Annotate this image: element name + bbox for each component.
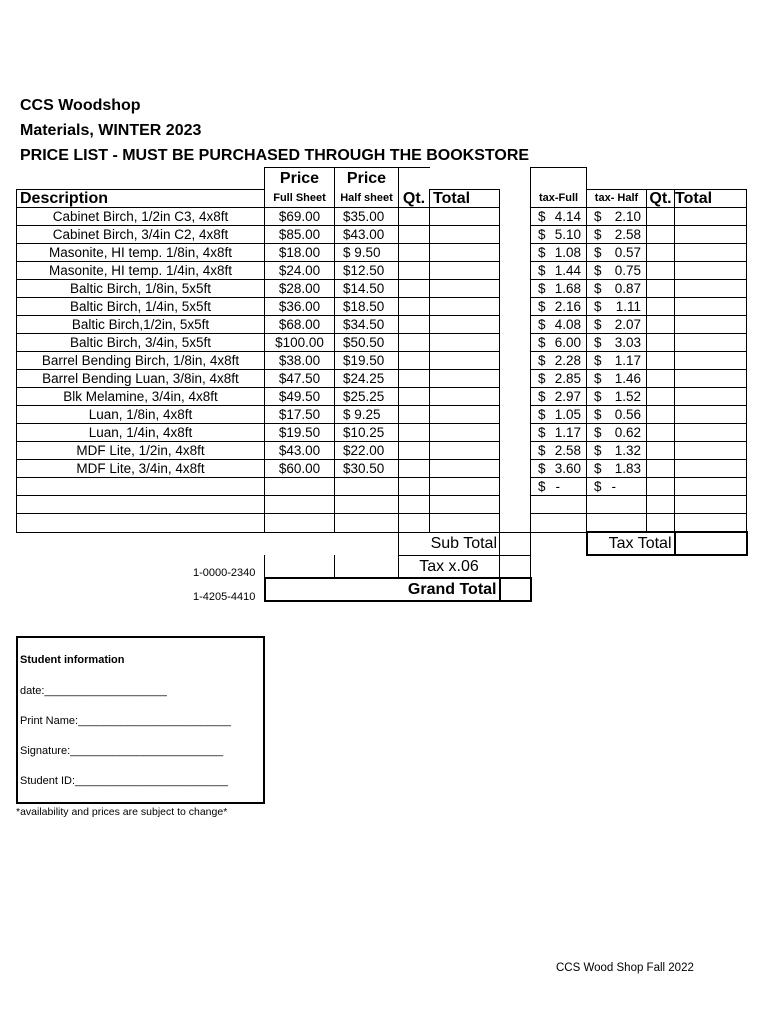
item-qty-full[interactable] bbox=[399, 496, 430, 514]
item-qty-full[interactable] bbox=[399, 316, 430, 334]
gap-cell bbox=[500, 244, 531, 262]
gap-cell bbox=[500, 298, 531, 316]
tax-amount: 6.00 bbox=[554, 335, 581, 350]
tax-amount: 1.05 bbox=[554, 407, 581, 422]
item-tax-full bbox=[531, 208, 587, 226]
item-total-half[interactable] bbox=[675, 406, 747, 424]
currency-symbol: $ bbox=[538, 335, 546, 350]
table-row bbox=[17, 478, 747, 496]
item-description: Baltic Birch, 3/4in, 5x5ft bbox=[17, 334, 265, 352]
table-row bbox=[17, 334, 747, 352]
item-qty-full[interactable] bbox=[399, 244, 430, 262]
gap-cell bbox=[500, 460, 531, 478]
currency-symbol: $ bbox=[538, 479, 546, 494]
item-tax-full bbox=[531, 442, 587, 460]
gap-cell bbox=[500, 514, 531, 533]
item-tax-half bbox=[587, 226, 647, 244]
table-row bbox=[17, 262, 747, 280]
item-tax-full bbox=[531, 298, 587, 316]
item-description: Cabinet Birch, 1/2in C3, 4x8ft bbox=[17, 208, 265, 226]
item-total-half[interactable] bbox=[675, 262, 747, 280]
table-row bbox=[17, 442, 747, 460]
item-half-price bbox=[335, 478, 399, 496]
currency-symbol: $ bbox=[594, 299, 602, 314]
item-tax-half bbox=[587, 244, 647, 262]
item-qty-full[interactable] bbox=[399, 406, 430, 424]
grand-total-label: Grand Total bbox=[265, 578, 500, 601]
item-full-price: $43.00 bbox=[265, 442, 335, 460]
item-full-price: $19.50 bbox=[265, 424, 335, 442]
item-full-price: $47.50 bbox=[265, 370, 335, 388]
half-sheet-header: Half sheet bbox=[335, 190, 399, 208]
tax-amount: 2.16 bbox=[554, 299, 581, 314]
tax-amount: 3.03 bbox=[614, 335, 641, 350]
tax-amount: 2.85 bbox=[554, 371, 581, 386]
currency-symbol: $ bbox=[594, 263, 602, 278]
item-full-price: $24.00 bbox=[265, 262, 335, 280]
item-full-price bbox=[265, 496, 335, 514]
item-full-price: $60.00 bbox=[265, 460, 335, 478]
item-total-half[interactable] bbox=[675, 478, 747, 496]
currency-symbol: $ bbox=[538, 209, 546, 224]
item-qty-full[interactable] bbox=[399, 262, 430, 280]
tax-amount: 0.57 bbox=[614, 245, 641, 260]
gap-cell bbox=[500, 388, 531, 406]
item-half-price bbox=[335, 496, 399, 514]
item-total-full[interactable] bbox=[430, 226, 500, 244]
item-full-price: $38.00 bbox=[265, 352, 335, 370]
currency-symbol: $ bbox=[538, 371, 546, 386]
item-half-price: $22.00 bbox=[335, 442, 399, 460]
item-description bbox=[17, 496, 265, 514]
item-tax-half bbox=[587, 316, 647, 334]
tax-amount: 5.10 bbox=[554, 227, 581, 242]
item-description: Barrel Bending Birch, 1/8in, 4x8ft bbox=[17, 352, 265, 370]
item-full-price: $68.00 bbox=[265, 316, 335, 334]
item-qty-half[interactable] bbox=[647, 316, 675, 334]
item-qty-full[interactable] bbox=[399, 226, 430, 244]
item-description bbox=[17, 478, 265, 496]
item-total-half[interactable] bbox=[675, 442, 747, 460]
item-qty-half[interactable] bbox=[647, 514, 675, 533]
table-row bbox=[17, 496, 747, 514]
tax-amount: 2.07 bbox=[614, 317, 641, 332]
tax-amount: 2.58 bbox=[554, 443, 581, 458]
item-total-full[interactable] bbox=[430, 424, 500, 442]
currency-symbol: $ bbox=[538, 425, 546, 440]
price-header-full: Price bbox=[265, 168, 335, 190]
item-total-full[interactable] bbox=[430, 262, 500, 280]
currency-symbol: $ bbox=[538, 227, 546, 242]
item-half-price: $24.25 bbox=[335, 370, 399, 388]
gap-cell bbox=[500, 352, 531, 370]
item-qty-half[interactable] bbox=[647, 442, 675, 460]
currency-symbol: $ bbox=[594, 227, 602, 242]
item-qty-half[interactable] bbox=[647, 208, 675, 226]
item-qty-full[interactable] bbox=[399, 424, 430, 442]
item-tax-full bbox=[531, 262, 587, 280]
item-tax-full bbox=[531, 406, 587, 424]
item-qty-full[interactable] bbox=[399, 352, 430, 370]
grand-total-value[interactable] bbox=[500, 578, 531, 601]
item-qty-half[interactable] bbox=[647, 262, 675, 280]
item-tax-half bbox=[587, 478, 647, 496]
item-qty-full[interactable] bbox=[399, 370, 430, 388]
student-id-field[interactable]: Student ID:_________________________ bbox=[20, 775, 228, 787]
item-full-price: $28.00 bbox=[265, 280, 335, 298]
item-description: Masonite, HI temp. 1/4in, 4x8ft bbox=[17, 262, 265, 280]
item-total-half[interactable] bbox=[675, 424, 747, 442]
currency-symbol: $ bbox=[594, 425, 602, 440]
tax-amount: 2.10 bbox=[614, 209, 641, 224]
date-field[interactable]: date:____________________ bbox=[20, 685, 167, 697]
item-tax-half bbox=[587, 442, 647, 460]
gap-cell bbox=[500, 280, 531, 298]
tax-label: Tax x.06 bbox=[399, 555, 500, 578]
disclaimer: *availability and prices are subject to change* bbox=[16, 806, 228, 818]
item-half-price: $18.50 bbox=[335, 298, 399, 316]
item-total-full[interactable] bbox=[430, 352, 500, 370]
currency-symbol: $ bbox=[594, 461, 602, 476]
currency-symbol: $ bbox=[538, 443, 546, 458]
currency-symbol: $ bbox=[594, 245, 602, 260]
item-total-half[interactable] bbox=[675, 280, 747, 298]
student-info-heading: Student information bbox=[20, 654, 125, 666]
item-half-price: $12.50 bbox=[335, 262, 399, 280]
item-description: Baltic Birch, 1/8in, 5x5ft bbox=[17, 280, 265, 298]
table-row bbox=[17, 352, 747, 370]
item-description: Barrel Bending Luan, 3/8in, 4x8ft bbox=[17, 370, 265, 388]
qty-header: Qt. bbox=[399, 190, 430, 208]
gap-cell bbox=[500, 208, 531, 226]
item-total-full[interactable] bbox=[430, 280, 500, 298]
item-tax-half bbox=[587, 262, 647, 280]
item-tax-full bbox=[531, 478, 587, 496]
tax-amount: 0.62 bbox=[614, 425, 641, 440]
item-qty-full[interactable] bbox=[399, 460, 430, 478]
currency-symbol: $ bbox=[538, 263, 546, 278]
item-total-half[interactable] bbox=[675, 208, 747, 226]
item-tax-full bbox=[531, 244, 587, 262]
tax-full-header: tax-Full bbox=[531, 190, 587, 208]
item-total-half[interactable] bbox=[675, 298, 747, 316]
item-half-price: $ 9.50 bbox=[335, 244, 399, 262]
item-full-price: $69.00 bbox=[265, 208, 335, 226]
item-total-full[interactable] bbox=[430, 208, 500, 226]
item-total-half[interactable] bbox=[675, 388, 747, 406]
currency-symbol: $ bbox=[594, 335, 602, 350]
item-qty-half[interactable] bbox=[647, 352, 675, 370]
qty-header-2: Qt. bbox=[647, 190, 675, 208]
table-row bbox=[17, 514, 747, 533]
item-qty-half[interactable] bbox=[647, 496, 675, 514]
table-row bbox=[17, 226, 747, 244]
gap-cell bbox=[500, 442, 531, 460]
item-tax-half bbox=[587, 388, 647, 406]
item-total-half[interactable] bbox=[675, 514, 747, 533]
tax-amount: 0.56 bbox=[614, 407, 641, 422]
item-qty-half[interactable] bbox=[647, 478, 675, 496]
currency-symbol: $ bbox=[594, 317, 602, 332]
table-row bbox=[17, 208, 747, 226]
tax-amount: - bbox=[555, 479, 561, 494]
account-number-2: 1-4205-4410 bbox=[193, 591, 256, 603]
item-total-full[interactable] bbox=[430, 316, 500, 334]
item-tax-half bbox=[587, 424, 647, 442]
item-total-full[interactable] bbox=[430, 244, 500, 262]
tax-amount: 1.08 bbox=[554, 245, 581, 260]
item-tax-full bbox=[531, 460, 587, 478]
table-row bbox=[17, 316, 747, 334]
gap-cell bbox=[500, 226, 531, 244]
item-description: MDF Lite, 1/2in, 4x8ft bbox=[17, 442, 265, 460]
item-total-full[interactable] bbox=[430, 334, 500, 352]
item-half-price: $ 9.25 bbox=[335, 406, 399, 424]
item-full-price: $85.00 bbox=[265, 226, 335, 244]
full-sheet-header: Full Sheet bbox=[265, 190, 335, 208]
item-half-price: $35.00 bbox=[335, 208, 399, 226]
item-qty-half[interactable] bbox=[647, 388, 675, 406]
item-tax-half bbox=[587, 370, 647, 388]
item-qty-full[interactable] bbox=[399, 514, 430, 533]
account-number-1: 1-0000-2340 bbox=[193, 567, 256, 579]
item-half-price: $43.00 bbox=[335, 226, 399, 244]
currency-symbol: $ bbox=[594, 353, 602, 368]
item-half-price: $50.50 bbox=[335, 334, 399, 352]
item-full-price: $36.00 bbox=[265, 298, 335, 316]
price-header-half: Price bbox=[335, 168, 399, 190]
tax-amount: 2.58 bbox=[614, 227, 641, 242]
item-qty-half[interactable] bbox=[647, 406, 675, 424]
item-qty-full[interactable] bbox=[399, 388, 430, 406]
currency-symbol: $ bbox=[594, 281, 602, 296]
item-description bbox=[17, 514, 265, 533]
tax-amount: 1.17 bbox=[614, 353, 641, 368]
subtitle: Materials, WINTER 2023 bbox=[20, 122, 202, 139]
item-total-full[interactable] bbox=[430, 460, 500, 478]
item-tax-full bbox=[531, 352, 587, 370]
tax-amount: 1.44 bbox=[554, 263, 581, 278]
student-information-box bbox=[16, 636, 265, 804]
item-qty-half[interactable] bbox=[647, 298, 675, 316]
gap-cell bbox=[500, 334, 531, 352]
item-total-half[interactable] bbox=[675, 460, 747, 478]
signature-field[interactable]: Signature:_________________________ bbox=[20, 745, 224, 757]
title: CCS Woodshop bbox=[20, 97, 141, 114]
item-total-full[interactable] bbox=[430, 514, 500, 533]
item-tax-full bbox=[531, 280, 587, 298]
item-full-price: $49.50 bbox=[265, 388, 335, 406]
item-half-price: $34.50 bbox=[335, 316, 399, 334]
currency-symbol: $ bbox=[538, 245, 546, 260]
item-total-half[interactable] bbox=[675, 226, 747, 244]
tax-amount: 0.75 bbox=[614, 263, 641, 278]
item-tax-half bbox=[587, 208, 647, 226]
currency-symbol: $ bbox=[538, 389, 546, 404]
tax-amount: 3.60 bbox=[554, 461, 581, 476]
tax-amount: 1.83 bbox=[614, 461, 641, 476]
item-total-half[interactable] bbox=[675, 334, 747, 352]
price-list-table bbox=[16, 167, 748, 602]
item-half-price bbox=[335, 514, 399, 533]
gap-cell bbox=[500, 262, 531, 280]
item-tax-half bbox=[587, 334, 647, 352]
gap-cell bbox=[500, 496, 531, 514]
total-header-2: Total bbox=[675, 190, 747, 208]
gap-cell bbox=[500, 406, 531, 424]
item-half-price: $25.25 bbox=[335, 388, 399, 406]
item-description: Luan, 1/8in, 4x8ft bbox=[17, 406, 265, 424]
table-row bbox=[17, 388, 747, 406]
price-list-notice: PRICE LIST - MUST BE PURCHASED THROUGH THE BOOKSTORE bbox=[20, 147, 530, 164]
item-description: Masonite, HI temp. 1/8in, 4x8ft bbox=[17, 244, 265, 262]
table-row bbox=[17, 244, 747, 262]
item-qty-half[interactable] bbox=[647, 370, 675, 388]
item-tax-half bbox=[587, 460, 647, 478]
item-description: Luan, 1/4in, 4x8ft bbox=[17, 424, 265, 442]
print-name-field[interactable]: Print Name:_________________________ bbox=[20, 715, 232, 727]
sub-total-value[interactable] bbox=[500, 532, 531, 555]
item-half-price: $14.50 bbox=[335, 280, 399, 298]
item-description: Cabinet Birch, 3/4in C2, 4x8ft bbox=[17, 226, 265, 244]
item-qty-full[interactable] bbox=[399, 478, 430, 496]
footer-text: CCS Wood Shop Fall 2022 bbox=[556, 962, 694, 974]
sub-total-label: Sub Total bbox=[399, 532, 500, 555]
item-description: Baltic Birch,1/2in, 5x5ft bbox=[17, 316, 265, 334]
tax-total-value[interactable] bbox=[675, 532, 747, 555]
item-full-price: $18.00 bbox=[265, 244, 335, 262]
currency-symbol: $ bbox=[594, 389, 602, 404]
item-total-full[interactable] bbox=[430, 388, 500, 406]
item-total-full[interactable] bbox=[430, 370, 500, 388]
item-qty-half[interactable] bbox=[647, 460, 675, 478]
item-total-half[interactable] bbox=[675, 316, 747, 334]
item-qty-full[interactable] bbox=[399, 442, 430, 460]
currency-symbol: $ bbox=[594, 443, 602, 458]
item-full-price bbox=[265, 514, 335, 533]
item-tax-full bbox=[531, 226, 587, 244]
item-total-half[interactable] bbox=[675, 496, 747, 514]
item-description: Blk Melamine, 3/4in, 4x8ft bbox=[17, 388, 265, 406]
tax-amount: 1.17 bbox=[554, 425, 581, 440]
item-tax-half bbox=[587, 280, 647, 298]
item-total-full[interactable] bbox=[430, 442, 500, 460]
item-total-half[interactable] bbox=[675, 370, 747, 388]
currency-symbol: $ bbox=[594, 371, 602, 386]
tax-amount: 1.52 bbox=[614, 389, 641, 404]
tax-amount: 1.68 bbox=[554, 281, 581, 296]
item-tax-full bbox=[531, 334, 587, 352]
item-qty-half[interactable] bbox=[647, 424, 675, 442]
item-tax-half bbox=[587, 496, 647, 514]
currency-symbol: $ bbox=[594, 407, 602, 422]
item-tax-half bbox=[587, 298, 647, 316]
currency-symbol: $ bbox=[538, 353, 546, 368]
item-full-price: $100.00 bbox=[265, 334, 335, 352]
item-tax-full bbox=[531, 496, 587, 514]
tax-amount: 0.87 bbox=[614, 281, 641, 296]
item-tax-full bbox=[531, 388, 587, 406]
tax-half-header: tax- Half bbox=[587, 190, 647, 208]
tax-amount: 1.46 bbox=[614, 371, 641, 386]
item-qty-full[interactable] bbox=[399, 298, 430, 316]
tax-value[interactable] bbox=[500, 555, 531, 578]
table-row bbox=[17, 298, 747, 316]
description-header: Description bbox=[17, 190, 265, 208]
item-tax-full bbox=[531, 370, 587, 388]
item-qty-full[interactable] bbox=[399, 208, 430, 226]
tax-amount: - bbox=[611, 479, 617, 494]
item-half-price: $10.25 bbox=[335, 424, 399, 442]
item-qty-half[interactable] bbox=[647, 334, 675, 352]
item-total-full[interactable] bbox=[430, 478, 500, 496]
total-header: Total bbox=[430, 190, 500, 208]
tax-amount: 4.14 bbox=[554, 209, 581, 224]
item-description: MDF Lite, 3/4in, 4x8ft bbox=[17, 460, 265, 478]
item-tax-full bbox=[531, 514, 587, 533]
currency-symbol: $ bbox=[594, 209, 602, 224]
tax-amount: 2.97 bbox=[554, 389, 581, 404]
table-row bbox=[17, 406, 747, 424]
currency-symbol: $ bbox=[538, 299, 546, 314]
item-qty-half[interactable] bbox=[647, 244, 675, 262]
table-row bbox=[17, 370, 747, 388]
item-tax-full bbox=[531, 424, 587, 442]
item-tax-full bbox=[531, 316, 587, 334]
currency-symbol: $ bbox=[594, 479, 602, 494]
tax-amount: 4.08 bbox=[554, 317, 581, 332]
item-full-price: $17.50 bbox=[265, 406, 335, 424]
table-row bbox=[17, 424, 747, 442]
gap-cell bbox=[500, 370, 531, 388]
item-total-full[interactable] bbox=[430, 406, 500, 424]
tax-amount: 2.28 bbox=[554, 353, 581, 368]
tax-amount: 1.32 bbox=[614, 443, 641, 458]
item-full-price bbox=[265, 478, 335, 496]
item-total-full[interactable] bbox=[430, 298, 500, 316]
currency-symbol: $ bbox=[538, 461, 546, 476]
gap-cell bbox=[500, 424, 531, 442]
gap-cell bbox=[500, 316, 531, 334]
item-total-half[interactable] bbox=[675, 352, 747, 370]
tax-total-label: Tax Total bbox=[587, 532, 675, 555]
currency-symbol: $ bbox=[538, 407, 546, 422]
item-qty-full[interactable] bbox=[399, 280, 430, 298]
item-half-price: $30.50 bbox=[335, 460, 399, 478]
tax-amount: 1.11 bbox=[615, 299, 641, 314]
item-tax-half bbox=[587, 406, 647, 424]
table-row bbox=[17, 280, 747, 298]
gap-cell bbox=[500, 478, 531, 496]
currency-symbol: $ bbox=[538, 317, 546, 332]
table-row bbox=[17, 460, 747, 478]
item-half-price: $19.50 bbox=[335, 352, 399, 370]
item-total-full[interactable] bbox=[430, 496, 500, 514]
item-total-half[interactable] bbox=[675, 244, 747, 262]
item-tax-half bbox=[587, 514, 647, 533]
currency-symbol: $ bbox=[538, 281, 546, 296]
item-qty-half[interactable] bbox=[647, 280, 675, 298]
item-qty-full[interactable] bbox=[399, 334, 430, 352]
item-tax-half bbox=[587, 352, 647, 370]
item-qty-half[interactable] bbox=[647, 226, 675, 244]
item-description: Baltic Birch, 1/4in, 5x5ft bbox=[17, 298, 265, 316]
